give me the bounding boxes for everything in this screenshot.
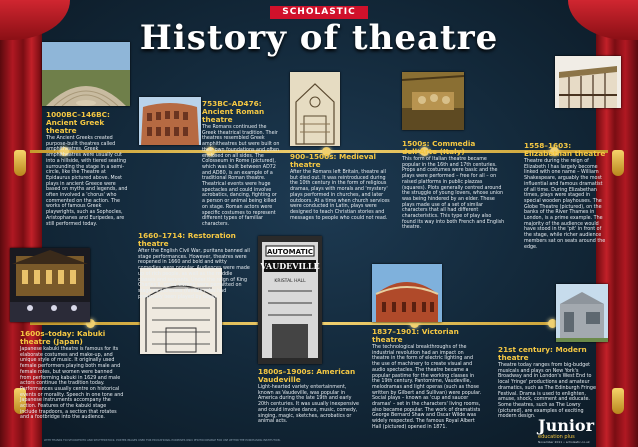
era-commedia: [402, 140, 506, 231]
junior-logo: [538, 418, 598, 442]
colosseum-photo: [139, 97, 201, 145]
era-heading: 1558–1603: Elizabethan theatre: [524, 141, 606, 158]
era-heading: 900–1500s: Medieval theatre: [290, 152, 377, 169]
era-body: The Ancient Greeks created purpose-built theatres called amphitheatres. Greek amphitheatres were usually cut into a hillside, with tiered seating surrounding the stage in a semi-circle, like the Theatre at Epidaurus pictured above. Most plays in ancient Greece were based on myths and legends, and often involved a 'chorus' who commented on the action. The works of famous Greek playwrights, such as Sophocles, Aristophanes and Euripedes, are still performed today.: [46, 136, 128, 227]
kabuki-theatre-photo: [10, 248, 90, 322]
era-kabuki: [20, 330, 124, 421]
era-body: This form of Italian theatre became popular in the 16th and 17th centuries. Props and costumes were basic and the plays were performed – free for all – on raised platforms in public piazzas (squares). Plots generally centred around the struggle of young lovers, whose union was being hindered by an elder. These plays made use of a set of similar characters that all had different characteristics. This type of play also found its way into both French and English theatre.: [402, 157, 505, 231]
page-title: History of theatre: [139, 18, 499, 58]
tassel-icon: [14, 150, 26, 176]
era-victorian: [372, 328, 482, 431]
era-elizabethan: [524, 142, 606, 250]
era-body: After the English Civil War, puritans banned all stage performances. However, theatres were reopened in 1660 and bold and witty comedies were popular. Audiences were made up of rich people, as well as the middle classes and servants. Under the reign of King Charles II, some women were permitted on stage as actresses (female roles had previously been played by boys).: [138, 249, 250, 300]
era-ancient-greek: [46, 111, 128, 227]
junior-logo-text: Junior: [538, 416, 595, 435]
tassel-icon: [612, 388, 624, 414]
automatic-sign: AUTOMATIC: [267, 248, 313, 256]
era-medieval: [290, 153, 394, 221]
era-body: Theatre during the reign of Elizabeth I has largely become linked with one name – William Shakespeare, arguably the most influential and famous dramatist of all time. During Elizabethan times, plays were staged in special wooden playhouses. The Globe Theatre (pictured), on the banks of the River Thames in London, is a prime example. The majority of the audience would have stood in the 'pit' in front of the stage, while richer audience members sat on seats around the edge.: [524, 159, 606, 250]
junior-logo-subtitle: education plus: [538, 434, 575, 440]
era-restoration: [138, 232, 250, 300]
globe-theatre-photo: [555, 56, 621, 108]
era-heading: 753BC–AD476: Ancient Roman theatre: [202, 99, 265, 124]
issue-date: November 2011 • scholastic.co.uk: [538, 440, 590, 444]
medieval-theatre-illustration: [290, 72, 340, 146]
footer-fineprint: WITH THANKS TO ISTOCKPHOTO AND SHUTTERSTOCK. POSTER IMAGES USED FOR EDUCATIONAL PURPOSES ONLY. PHOTOCOPIABLE FOR USE WITHIN THE PURCHASING INSTITUTION.: [44, 439, 281, 442]
era-body: The Romans continued the Greek theatrical tradition. Their theatres resembled Greek amphitheatres but were built on their own foundations and often enclosed on all sides. The Colosseum in Rome (pictured), which was built between AD72 and AD80, is an example of a traditional Roman theatre. Theatrical events were huge spectacles and could involve acrobatics, dancing, fighting or a person or animal being killed on stage. Roman actors were specific costumes to represent different types of familiar characters.: [202, 125, 280, 227]
era-body: Light-hearted variety entertainment, known as Vaudeville, was popular in America during the late 19th and early 20th centuries. It was usually inexpensive and could involve dance, music, comedy, singing, magic, sketches, acrobatics or animal acts.: [258, 385, 359, 425]
era-heading: 1000BC–146BC: Ancient Greek theatre: [46, 110, 110, 135]
era-heading: 21st century: Modern theatre: [498, 345, 587, 362]
era-heading: 1660–1714: Restoration theatre: [138, 231, 236, 248]
era-heading: 1800s–1900s: American Vaudeville: [258, 367, 356, 384]
kristal-hall-sign: KRISTAL HALL: [274, 279, 306, 284]
royal-albert-hall-photo: [372, 264, 442, 322]
scholastic-logo: SCHOLASTIC: [270, 6, 368, 19]
era-heading: 1500s: Commedia dell'Arte (Italy): [402, 139, 476, 156]
era-body: Japanese kabuki theatre is famous for its elaborate costumes and make-up, and unique style of music. It originally used female performers playing both male and female roles, but women were banned from performing kabuki in 1629 and male actors continue the tradition today. Performances usually centre on historical events or morality. Speech in one tone and Japanese instruments accompany the action. Features of the kabuki stage include trapdoors, a section that rotates and a footbridge into the audience.: [20, 347, 124, 421]
era-body: The technological breakthroughs of the industrial revolution had an impact on theatre in the form of electric lighting and the use of machinery to create visual and audio spectacles. The theatre became a popular pastime for the working classes in the 19th century. Pantomime, Vaudeville, melodramas and light operas (such as those written by Gilbert and Sullivan) were popular. Social plays – known as 'cup and saucer dramas' – set in the characters' living rooms, also became popular. The work of dramatists George Bernard Shaw and Oscar Wilde was widely respected. The famous Royal Albert Hall (pictured) opened in 1871.: [372, 345, 482, 430]
tassel-icon: [612, 150, 624, 176]
greek-amphitheatre-photo: [42, 42, 130, 106]
the-lowry-photo: [556, 284, 608, 342]
vaudeville-theatre-photo: [258, 236, 322, 364]
era-heading: 1837–1901: Victorian theatre: [372, 327, 459, 344]
era-modern: [498, 346, 602, 420]
commedia-dellarte-painting: [402, 72, 464, 130]
era-vaudeville: [258, 368, 362, 425]
era-body: Theatre today ranges from big-budget musicals and plays on New York's Broadway and in London's West End to local 'fringe' productions and amateur dramatics, such as The Edinburgh Fringe Festival. Drama is used to enlighten, amuse, shock, comment and educate. Some theatres, such as The Lowry (pictured), are examples of exciting modern design.: [498, 363, 596, 420]
era-heading: 1600s–today: Kabuki theatre (Japan): [20, 329, 106, 346]
era-body: After the Romans left Britain, theatre all but died out. It was reintroduced during the 10th century in the form of religious dramas, plays with morals and 'mystery' plays performed in churches, and later outdoors. At a time when church services were conducted in Latin, plays were designed to teach Christian stories and messages to people who could not read.: [290, 170, 390, 221]
vaudeville-sign: VAUDEVILLE: [260, 261, 320, 271]
era-ancient-roman: [202, 100, 280, 228]
